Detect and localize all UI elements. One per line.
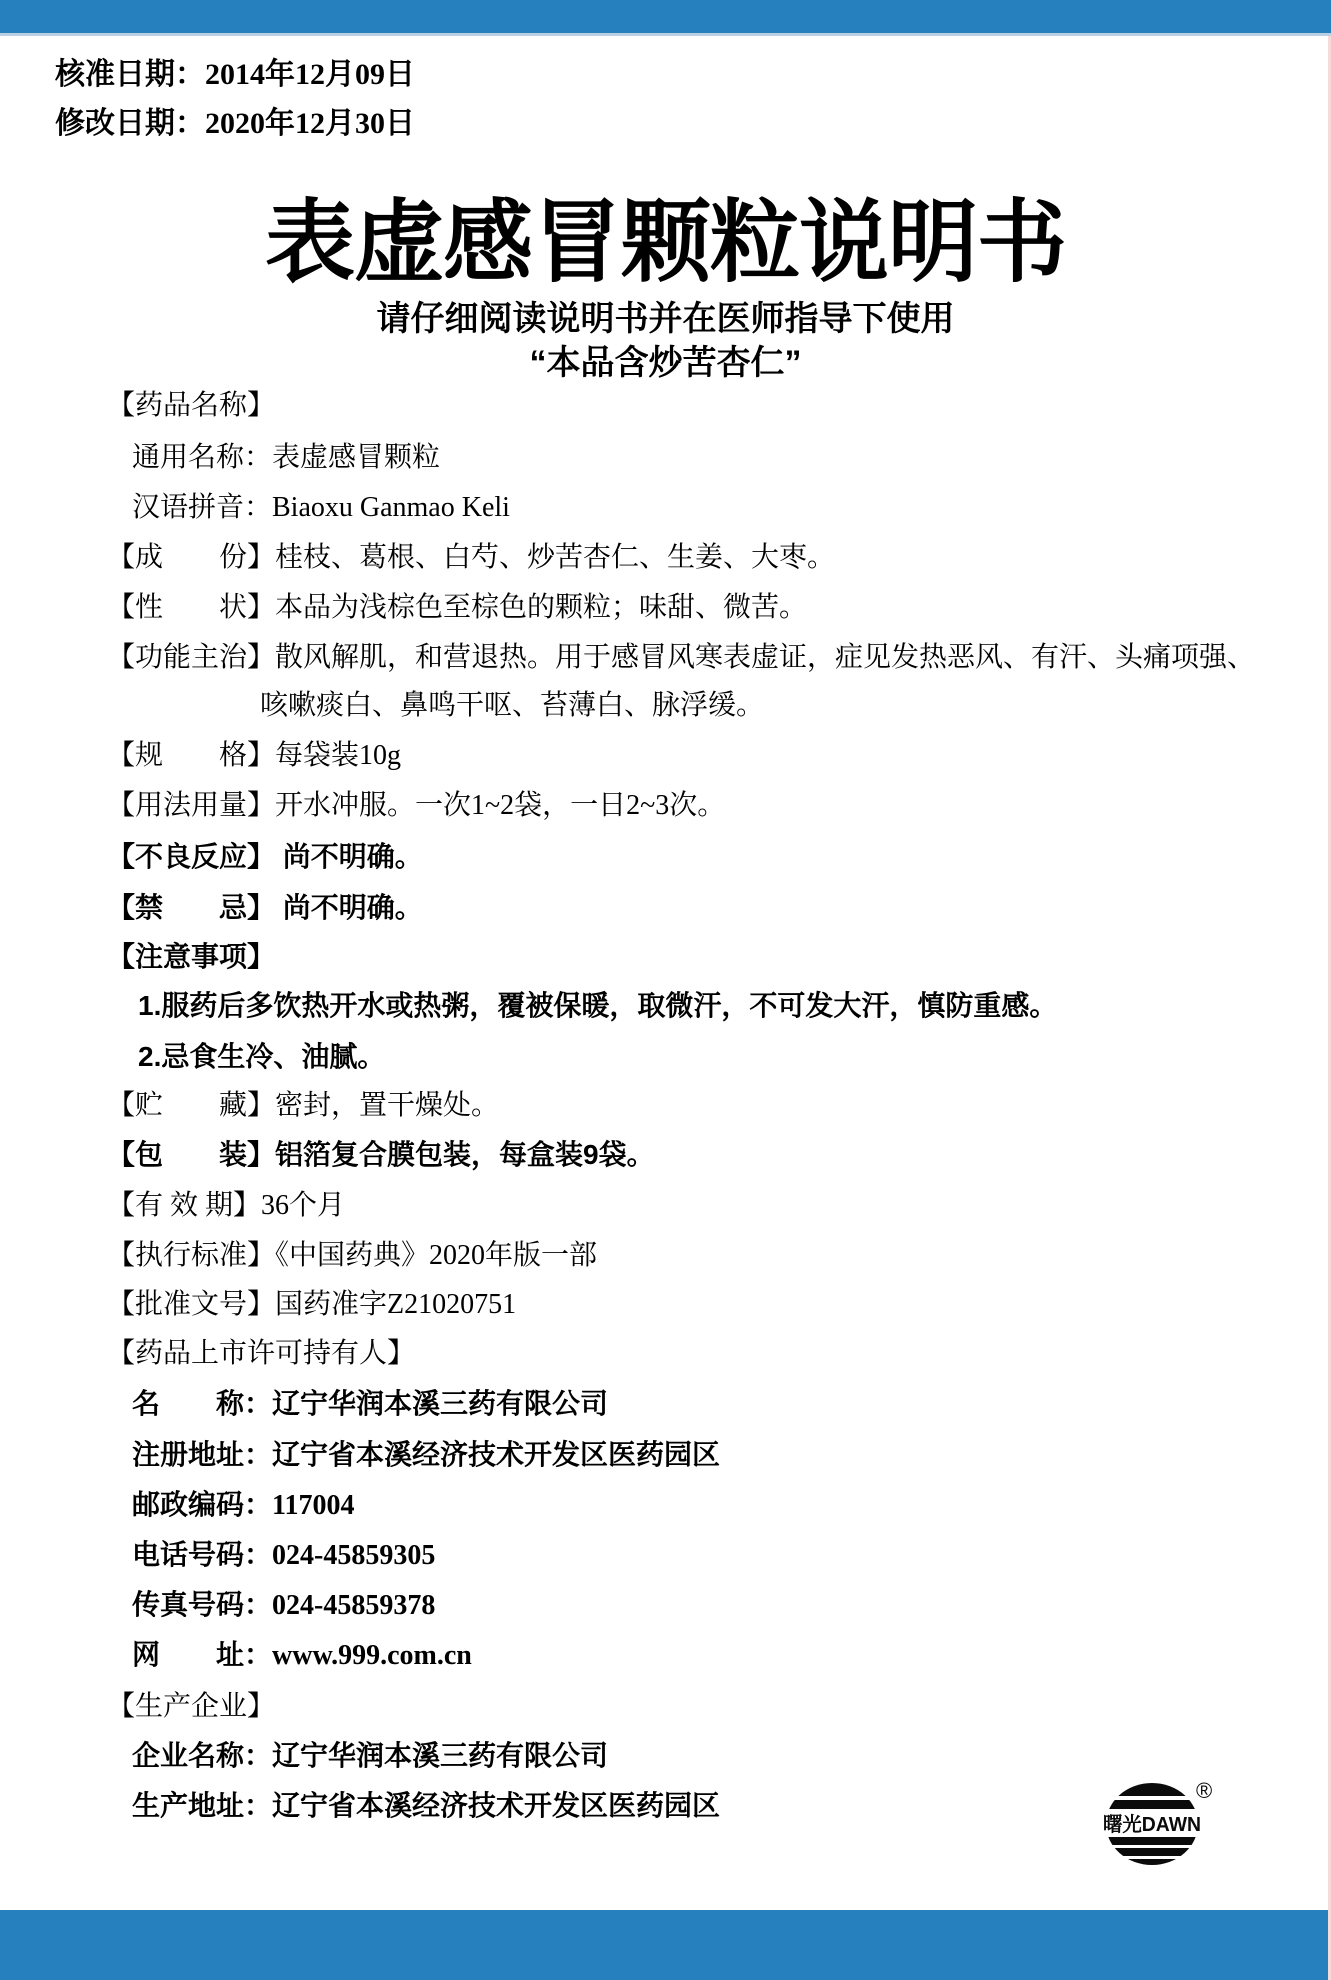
section-contraindications: 【禁 忌】 尚不明确。 [107,892,423,923]
revision-date: 修改日期：2020年12月30日 [55,107,415,140]
telephone-number: 电话号码：024-45859305 [132,1540,436,1571]
section-precautions: 【注意事项】 [107,941,276,972]
section-drug-name: 【药品名称】 [107,390,276,421]
section-standard: 【执行标准】《中国药典》2020年版一部 [107,1240,598,1271]
section-approval-number: 【批准文号】国药准字Z21020751 [107,1289,517,1320]
approval-date: 核准日期：2014年12月09日 [55,58,415,91]
section-holder: 【药品上市许可持有人】 [107,1338,416,1369]
manufacturer-name: 企业名称：辽宁华润本溪三药有限公司 [132,1741,609,1772]
top-blue-bar [0,0,1331,36]
section-usage-dosage: 【用法用量】开水冲服。一次1~2袋，一日2~3次。 [107,790,726,821]
manufacturer-address: 生产地址：辽宁省本溪经济技术开发区医药园区 [132,1791,721,1822]
holder-reg-address: 注册地址：辽宁省本溪经济技术开发区医药园区 [132,1440,721,1471]
section-packaging: 【包 装】铝箔复合膜包装，每盒装9袋。 [107,1139,655,1170]
pinyin-name: 汉语拼音：Biaoxu Ganmao Keli [132,492,510,523]
section-adverse-reactions: 【不良反应】 尚不明确。 [107,841,423,872]
section-specification: 【规 格】每袋装10g [107,740,402,771]
precaution-item-2: 2.忌食生冷、油腻。 [138,1041,386,1072]
section-storage: 【贮 藏】密封，置干燥处。 [107,1090,500,1121]
dawn-logo [1100,1772,1222,1867]
allergen-note: “本品含炒苦杏仁” [529,344,802,382]
page-title: 表虚感冒颗粒说明书 [265,194,1066,293]
postal-code: 邮政编码：117004 [132,1490,355,1521]
generic-name: 通用名称：表虚感冒颗粒 [132,442,441,473]
section-properties: 【性 状】本品为浅棕色至棕色的颗粒；味甜、微苦。 [107,592,808,623]
registered-trademark-icon: ® [1196,1778,1213,1803]
website-address: 网 址：www.999.com.cn [132,1640,472,1671]
section-ingredients: 【成 份】桂枝、葛根、白芍、炒苦杏仁、生姜、大枣。 [107,542,836,573]
section-shelf-life: 【有 效 期】36个月 [107,1190,346,1221]
bottom-blue-bar [0,1910,1331,1980]
page-subtitle: 请仔细阅读说明书并在医师指导下使用 [376,300,955,338]
holder-name: 名 称：辽宁华润本溪三药有限公司 [132,1389,609,1420]
section-manufacturer: 【生产企业】 [107,1691,276,1722]
precaution-item-1: 1.服药后多饮热开水或热粥，覆被保暖，取微汗，不可发大汗，慎防重感。 [138,990,1058,1021]
section-indications-cont: 咳嗽痰白、鼻鸣干呕、苔薄白、脉浮缓。 [260,690,765,721]
section-indications: 【功能主治】散风解肌，和营退热。用于感冒风寒表虚证，症见发热恶风、有汗、头痛项强、 [107,642,1256,673]
logo-brand-text: 曙光DAWN [1103,1814,1205,1836]
fax-number: 传真号码：024-45859378 [132,1590,436,1621]
